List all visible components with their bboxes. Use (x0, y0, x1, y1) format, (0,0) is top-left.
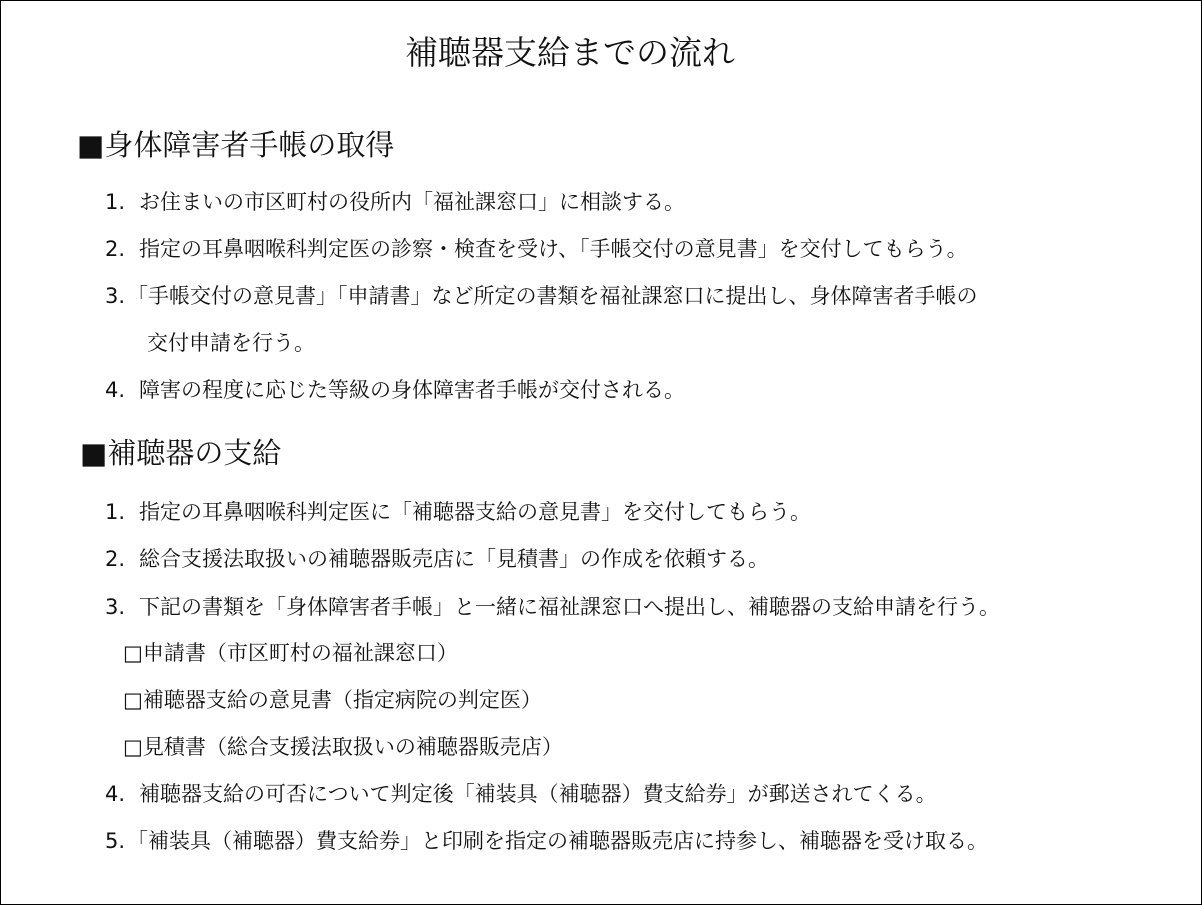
list-item-text: 指定の耳鼻咽喉科判定医に「補聴器支給の意見書」を交付してもらう。 (139, 500, 811, 524)
list-item (105, 824, 988, 858)
list-item (105, 777, 937, 811)
list-item (105, 590, 1000, 624)
list-item-number: 2. (105, 547, 126, 571)
list-item (105, 495, 811, 529)
list-item-number: 5. (105, 829, 126, 853)
list-item (105, 185, 685, 219)
list-item-text: 指定の耳鼻咽喉科判定医の診察・検査を受け、「手帳交付の意見書」を交付してもらう。 (139, 237, 968, 261)
section-heading-handbook: ■身体障害者手帳の取得 (77, 128, 395, 162)
checklist-item: □申請書（市区町村の福祉課窓口） (123, 641, 458, 665)
list-item-text: 「手帳交付の意見書」「申請書」など所定の書類を福祉課窓口に提出し、身体障害者手帳の (127, 284, 978, 308)
list-item (105, 373, 685, 407)
list-item-number: 4. (105, 782, 126, 806)
list-item-text: 「補装具（補聴器）費支給券」と印刷を指定の補聴器販売店に持参し、補聴器を受け取る。 (127, 829, 988, 853)
list-item-continuation: 交付申請を行う。 (147, 331, 315, 355)
list-item-text: 下記の書類を「身体障害者手帳」と一緒に福祉課窓口へ提出し、補聴器の支給申請を行う。 (139, 595, 1000, 619)
list-item-text: 障害の程度に応じた等級の身体障害者手帳が交付される。 (139, 378, 685, 402)
checklist-item: □補聴器支給の意見書（指定病院の判定医） (123, 688, 542, 712)
list-item-text: 総合支援法取扱いの補聴器販売店に「見積書」の作成を依頼する。 (139, 547, 769, 571)
list-item (105, 542, 769, 576)
page-title: 補聴器支給までの流れ (405, 33, 735, 72)
section-heading-hearing-aid: ■補聴器の支給 (80, 436, 282, 470)
list-item-number: 3. (105, 284, 126, 308)
list-item (105, 279, 978, 313)
list-item-text: 補聴器支給の可否について判定後「補装具（補聴器）費支給券」が郵送されてくる。 (139, 782, 937, 806)
list-item-number: 1. (105, 500, 126, 524)
list-item-number: 2. (105, 237, 126, 261)
list-item-number: 1. (105, 190, 126, 214)
list-item-text: お住まいの市区町村の役所内「福祉課窓口」に相談する。 (139, 190, 685, 214)
list-item (105, 232, 968, 266)
checklist-item: □見積書（総合支援法取扱いの補聴器販売店） (123, 735, 563, 759)
list-item-number: 3. (105, 595, 126, 619)
list-item-number: 4. (105, 378, 126, 402)
